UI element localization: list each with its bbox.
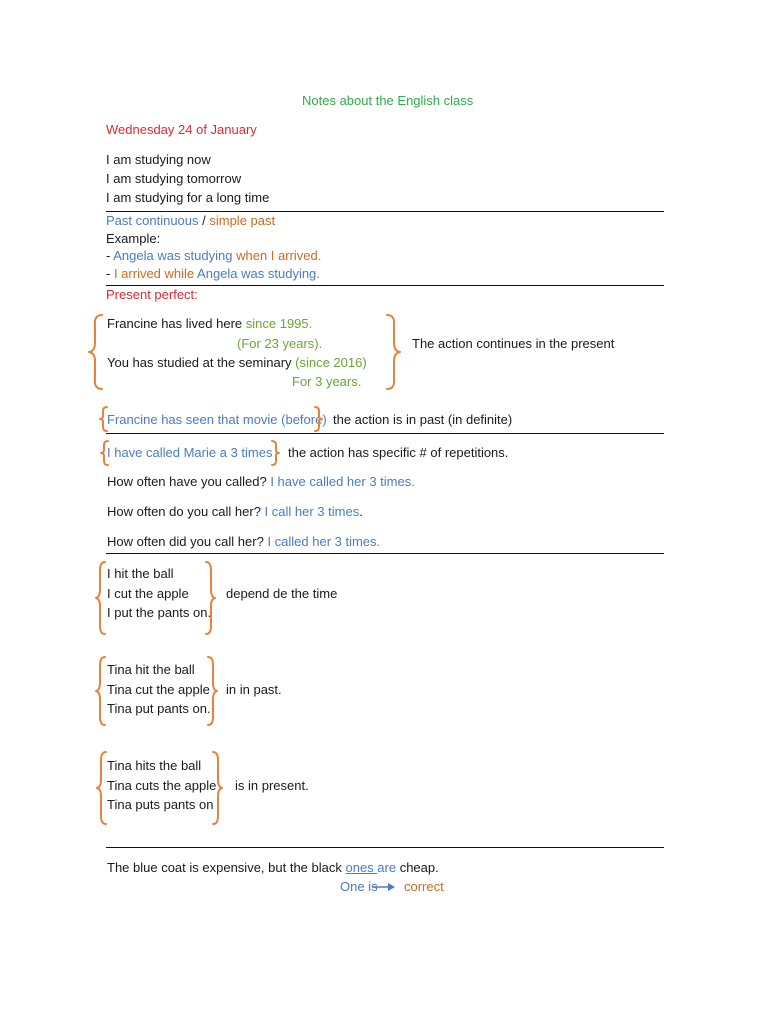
question-1-answer: I have called her 3 times. <box>270 474 415 489</box>
group3-line-3: Tina puts pants on <box>107 797 214 812</box>
question-1-text: How often have you called? <box>107 474 271 489</box>
group1-line-3: I put the pants on. <box>107 605 212 620</box>
coat-sentence-end: cheap. <box>396 860 439 875</box>
coat-sentence-start: The blue coat is expensive, but the black <box>107 860 346 875</box>
seen-movie-example: Francine has seen that movie (before) <box>107 412 327 427</box>
group1-line-1: I hit the ball <box>107 566 174 581</box>
correct-label: correct <box>404 879 444 894</box>
ones-word: ones <box>345 860 378 875</box>
arrow-right-icon <box>372 882 396 892</box>
present-perfect-line-3 <box>107 355 367 371</box>
right-brace-icon <box>383 313 403 391</box>
group3-line-1: Tina hits the ball <box>107 758 202 773</box>
called-marie-note: the action has specific # of repetitions. <box>288 445 509 460</box>
group3-line-2: Tina cuts the apple <box>107 778 217 793</box>
tense-heading <box>106 213 275 229</box>
example-1-part-a: Angela was studying <box>113 248 233 263</box>
question-3 <box>107 534 380 550</box>
example-2-part-b: Angela was studying. <box>194 266 320 281</box>
present-perfect-note: The action continues in the present <box>412 336 615 351</box>
group2-line-2: Tina cut the apple <box>107 682 210 697</box>
example-label: Example: <box>106 231 161 246</box>
present-perfect-line-2: (For 23 years). <box>237 336 323 351</box>
divider <box>106 211 664 212</box>
example-line-1 <box>106 248 321 264</box>
divider <box>106 847 664 848</box>
divider <box>106 553 664 554</box>
question-2-period: . <box>359 504 363 519</box>
heading-separator: / <box>198 213 210 228</box>
right-brace-icon <box>204 560 216 636</box>
are-word: are <box>377 860 397 875</box>
page-title: Notes about the English class <box>302 93 474 108</box>
bullet-dash: - <box>106 266 114 281</box>
question-1 <box>107 474 415 490</box>
line-1-text: Francine has lived here <box>107 316 246 331</box>
present-perfect-line-1 <box>107 316 312 332</box>
example-1-part-b: when I arrived. <box>232 248 322 263</box>
right-brace-icon <box>313 406 323 432</box>
question-3-answer: I called her 3 times. <box>267 534 381 549</box>
group1-line-2: I cut the apple <box>107 586 189 601</box>
seen-movie-note: the action is in past (in definite) <box>333 412 513 427</box>
present-perfect-heading: Present perfect: <box>106 287 198 302</box>
intro-line-1: I am studying now <box>106 152 211 167</box>
question-2 <box>107 504 363 520</box>
line-1-since: since 1995. <box>245 316 313 331</box>
right-brace-icon <box>206 655 218 727</box>
group2-line-1: Tina hit the ball <box>107 662 195 677</box>
right-brace-icon <box>270 440 280 466</box>
intro-line-3: I am studying for a long time <box>106 190 270 205</box>
simple-past-label: simple past <box>209 213 276 228</box>
group2-line-3: Tina put pants on. <box>107 701 211 716</box>
group1-note: depend de the time <box>226 586 338 601</box>
example-2-part-a: I arrived while <box>113 266 195 281</box>
group3-note: is in present. <box>235 778 309 793</box>
correction-text: One is <box>340 879 378 894</box>
line-3-text: You has studied at the seminary <box>107 355 296 370</box>
divider <box>106 285 664 286</box>
question-2-text: How often do you call her? <box>107 504 265 519</box>
date-heading: Wednesday 24 of January <box>106 122 257 137</box>
question-3-text: How often did you call her? <box>107 534 268 549</box>
present-perfect-line-4: For 3 years. <box>292 374 362 389</box>
line-3-since: (since 2016) <box>295 355 367 370</box>
bullet-dash: - <box>106 248 114 263</box>
left-brace-icon <box>95 655 107 727</box>
group2-note: in in past. <box>226 682 282 697</box>
intro-line-2: I am studying tomorrow <box>106 171 242 186</box>
left-brace-icon <box>88 313 108 391</box>
coat-sentence <box>107 860 439 876</box>
divider <box>106 433 664 434</box>
right-brace-icon <box>211 750 223 826</box>
left-brace-icon <box>95 560 107 636</box>
called-marie-example: I have called Marie a 3 times <box>107 445 273 460</box>
past-continuous-label: Past continuous <box>106 213 199 228</box>
question-2-answer: I call her 3 times <box>264 504 360 519</box>
example-line-2 <box>106 266 320 282</box>
